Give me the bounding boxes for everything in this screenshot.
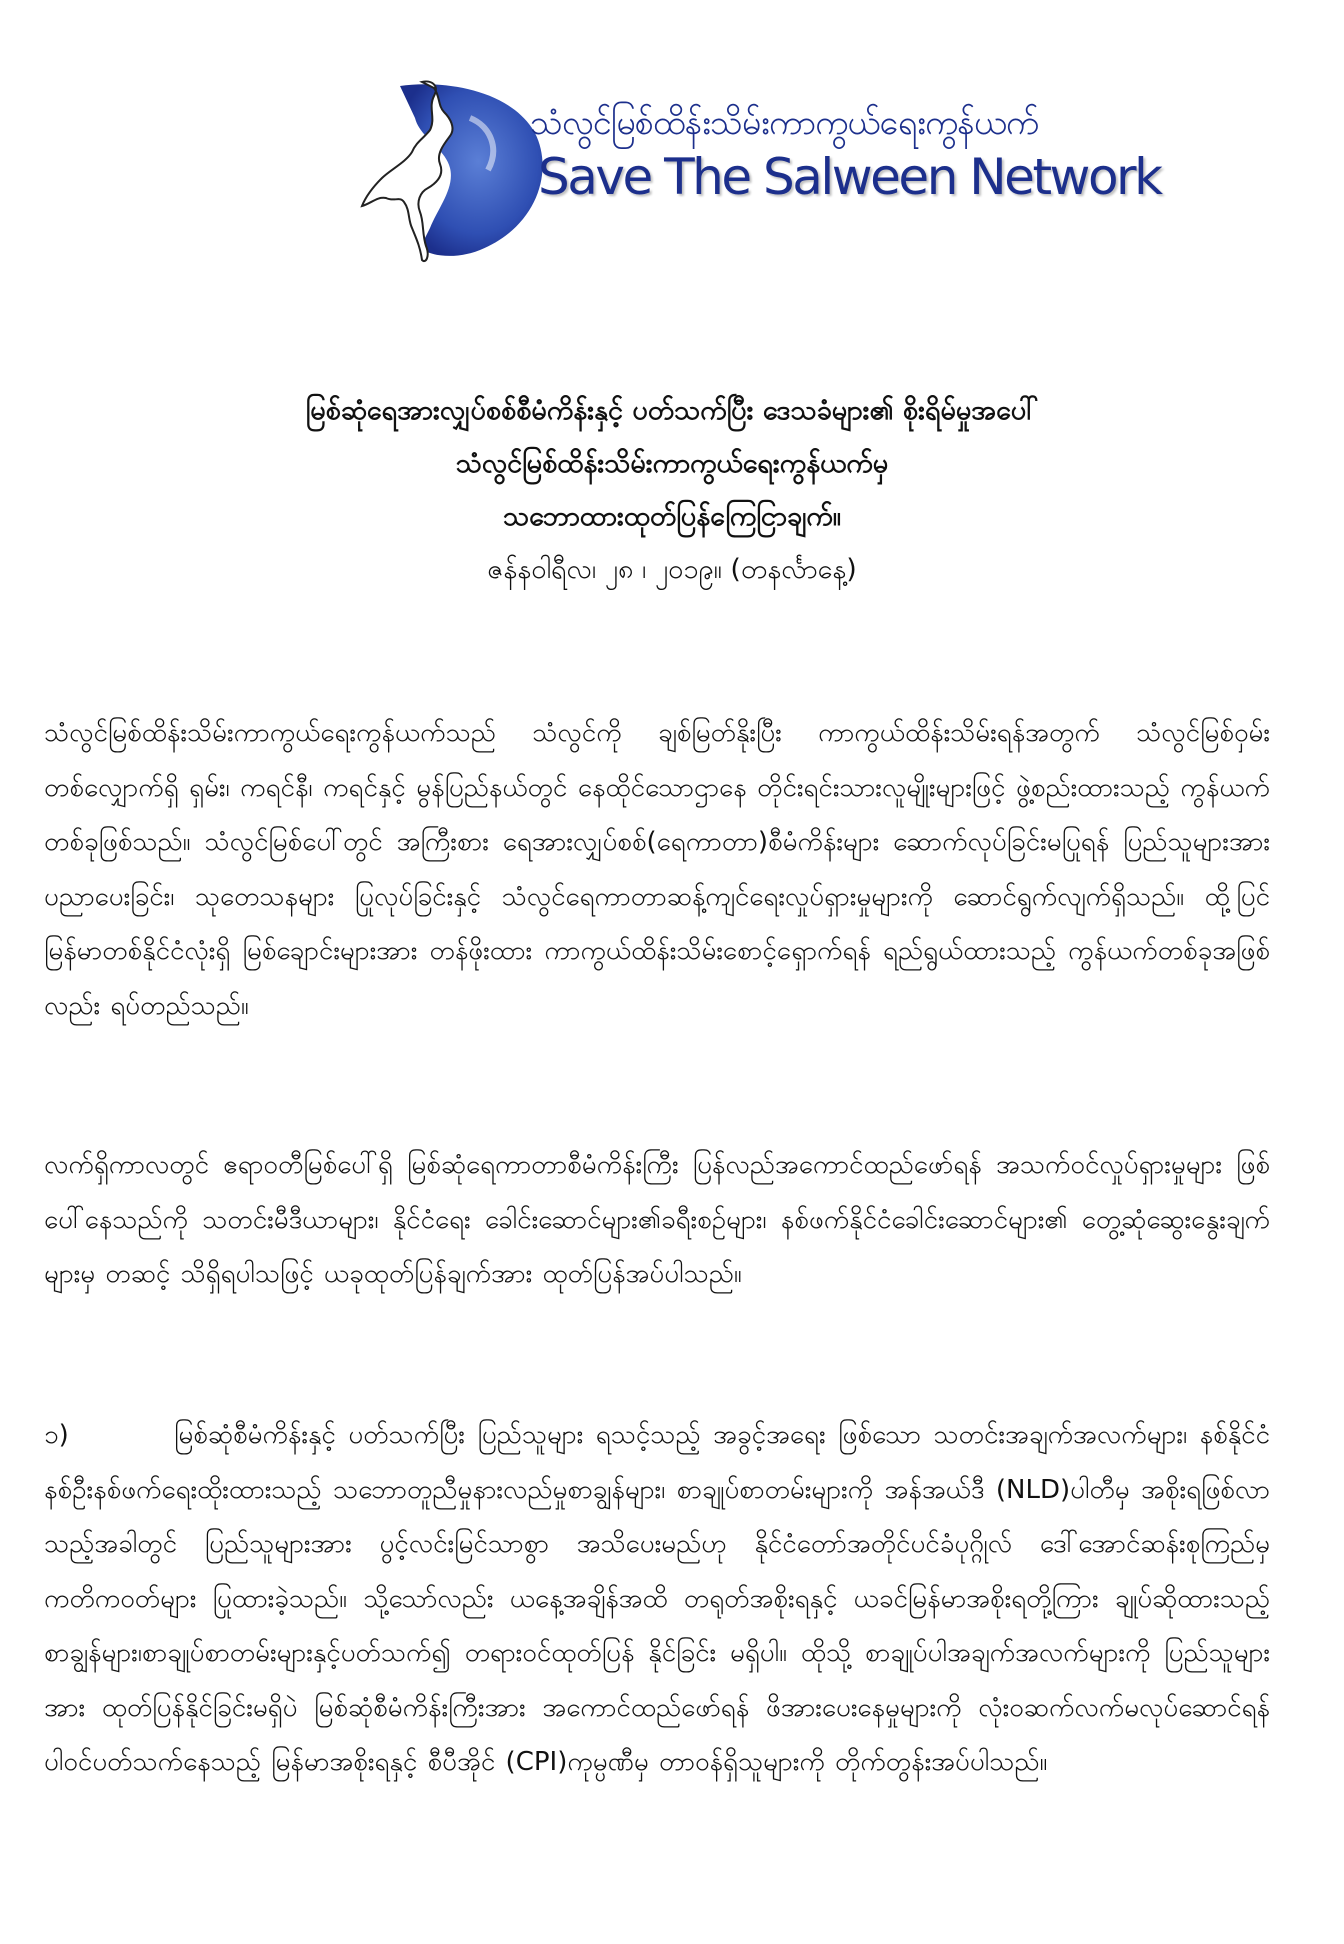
statement-title — [100, 384, 1244, 596]
point-1-text: မြစ်ဆုံစီမံကိန်းနှင့် ပတ်သက်ပြီး ပြည်သူများ ရသင့်သည့် အခွင့်အရေး ဖြစ်သော သတင်းအချက်အလက်များ၊ နစ်နိုင်ငံ နစ်ဦးနစ်ဖက်ရေးထိုးထားသည့် သဘောတူညီမှုနားလည်မှုစာချွန်များ၊ စာချုပ်စာတမ်းများကို အန်အယ်ဒီ (NLD)ပါတီမှ အစိုးရဖြစ်လာသည့်အခါတွင် ပြည်သူများအား ပွင့်လင်းမြင်သာစွာ အသိပေးမည်ဟု နိုင်ငံတော်အတိုင်ပင်ခံပုဂ္ဂိုလ် ဒေါ်အောင်ဆန်းစုကြည်မှ ကတိကဝတ်များ ပြုထားခဲ့သည်။ သို့သော်လည်း ယနေ့အချိန်အထိ တရုတ်အစိုးရနှင့် ယခင်မြန်မာအစိုးရတို့ကြား ချုပ်ဆိုထားသည့် စာချွန်များ၊စာချုပ်စာတမ်းများနှင့်ပတ်သက်၍ တရားဝင်ထုတ်ပြန် နိုင်ခြင်း မရှိပါ။ ထိုသို့ စာချုပ်ပါအချက်အလက်များကို ပြည်သူများအား ထုတ်ပြန်နိုင်ခြင်းမရှိပဲ မြစ်ဆုံစီမံကိန်းကြီးအား အကောင်ထည်ဖော်ရန် ဖိအားပေးနေမှုများကို လုံးဝဆက်လက်မလုပ်ဆောင်ရန် ပါဝင်ပတ်သက်နေသည့် မြန်မာအစိုးရနှင့် စီပီအိုင် (CPI)ကုမ္ပဏီမှ တာဝန်ရှိသူများကို တိုက်တွန်းအပ်ပါသည်။ — [44, 1420, 1270, 1777]
point-number: ၁) — [44, 1420, 69, 1450]
logo-myanmar-text: သံလွင်မြစ်ထိန်းသိမ်းကာကွယ်ရေးကွန်ယက် — [530, 103, 1039, 143]
paragraph-introduction: သံလွင်မြစ်ထိန်းသိမ်းကာကွယ်ရေးကွန်ယက်သည် သံလွင်ကို ချစ်မြတ်နိုးပြီး ကာကွယ်ထိန်းသိမ်းရန်အတွက် သံလွင်မြစ်ဝှမ်းတစ်လျှောက်ရှိ ရှမ်း၊ ကရင်နီ၊ ကရင်နှင့် မွန်ပြည်နယ်တွင် နေထိုင်သောဌာနေ တိုင်းရင်းသားလူမျိုးများဖြင့် ဖွဲ့စည်းထားသည့် ကွန်ယက်တစ်ခုဖြစ်သည်။ သံလွင်မြစ်ပေါ်တွင် အကြီးစား ရေအားလျှပ်စစ်(ရေကာတာ)စီမံကိန်းများ ဆောက်လုပ်ခြင်းမပြုရန် ပြည်သူများအားပညာပေးခြင်း၊ သုတေသနများ ပြုလုပ်ခြင်းနှင့် သံလွင်ရေကာတာဆန့်ကျင်ရေးလှုပ်ရှားမှုများကို ဆောင်ရွက်လျက်ရှိသည်။ ထို့ပြင် မြန်မာတစ်နိုင်ငံလုံးရှိ မြစ်ချောင်းများအား တန်ဖိုးထား ကာကွယ်ထိန်းသိမ်းစောင့်ရှောက်ရန် ရည်ရွယ်ထားသည့် ကွန်ယက်တစ်ခုအဖြစ်လည်း ရပ်တည်သည်။ — [44, 718, 1270, 1021]
organization-logo — [360, 78, 1161, 268]
paragraph-context: လက်ရှိကာလတွင် ဧရာဝတီမြစ်ပေါ်ရှိ မြစ်ဆုံရေကာတာစီမံကိန်းကြီး ပြန်လည်အကောင်ထည်ဖော်ရန် အသက်ဝင်လှုပ်ရှားမှုများ ဖြစ်ပေါ်နေသည်ကို သတင်းမီဒီယာများ၊ နိုင်ငံရေး ခေါင်းဆောင်များ၏ခရီးစဉ်များ၊ နစ်ဖက်နိုင်ငံခေါင်းဆောင်များ၏ တွေ့ဆုံဆွေးနွေးချက်များမှ တဆင့် သိရှိရပါသဖြင့် ယခုထုတ်ပြန်ချက်အား ထုတ်ပြန်အပ်ပါသည်။ — [44, 1150, 1270, 1289]
title-line-2: သံလွင်မြစ်ထိန်းသိမ်းကာကွယ်ရေးကွန်ယက်မှ — [455, 448, 889, 479]
title-line-1: မြစ်ဆုံရေအားလျှပ်စစ်စီမံကိန်းနှင့် ပတ်သက်ပြီး ဒေသခံများ၏ စိုးရိမ်မှုအပေါ် — [305, 395, 1039, 426]
logo-organization-name: Save The Salween Network — [538, 148, 1161, 206]
paragraph-point-1 — [44, 1408, 1270, 1790]
title-line-3: သဘောထားထုတ်ပြန်ကြေငြာချက်။ — [503, 501, 841, 532]
statement-date: ဇန်နဝါရီလ၊ ၂၈ ၊ ၂၀၁၉။ (တနင်္လာနေ့) — [487, 554, 857, 585]
